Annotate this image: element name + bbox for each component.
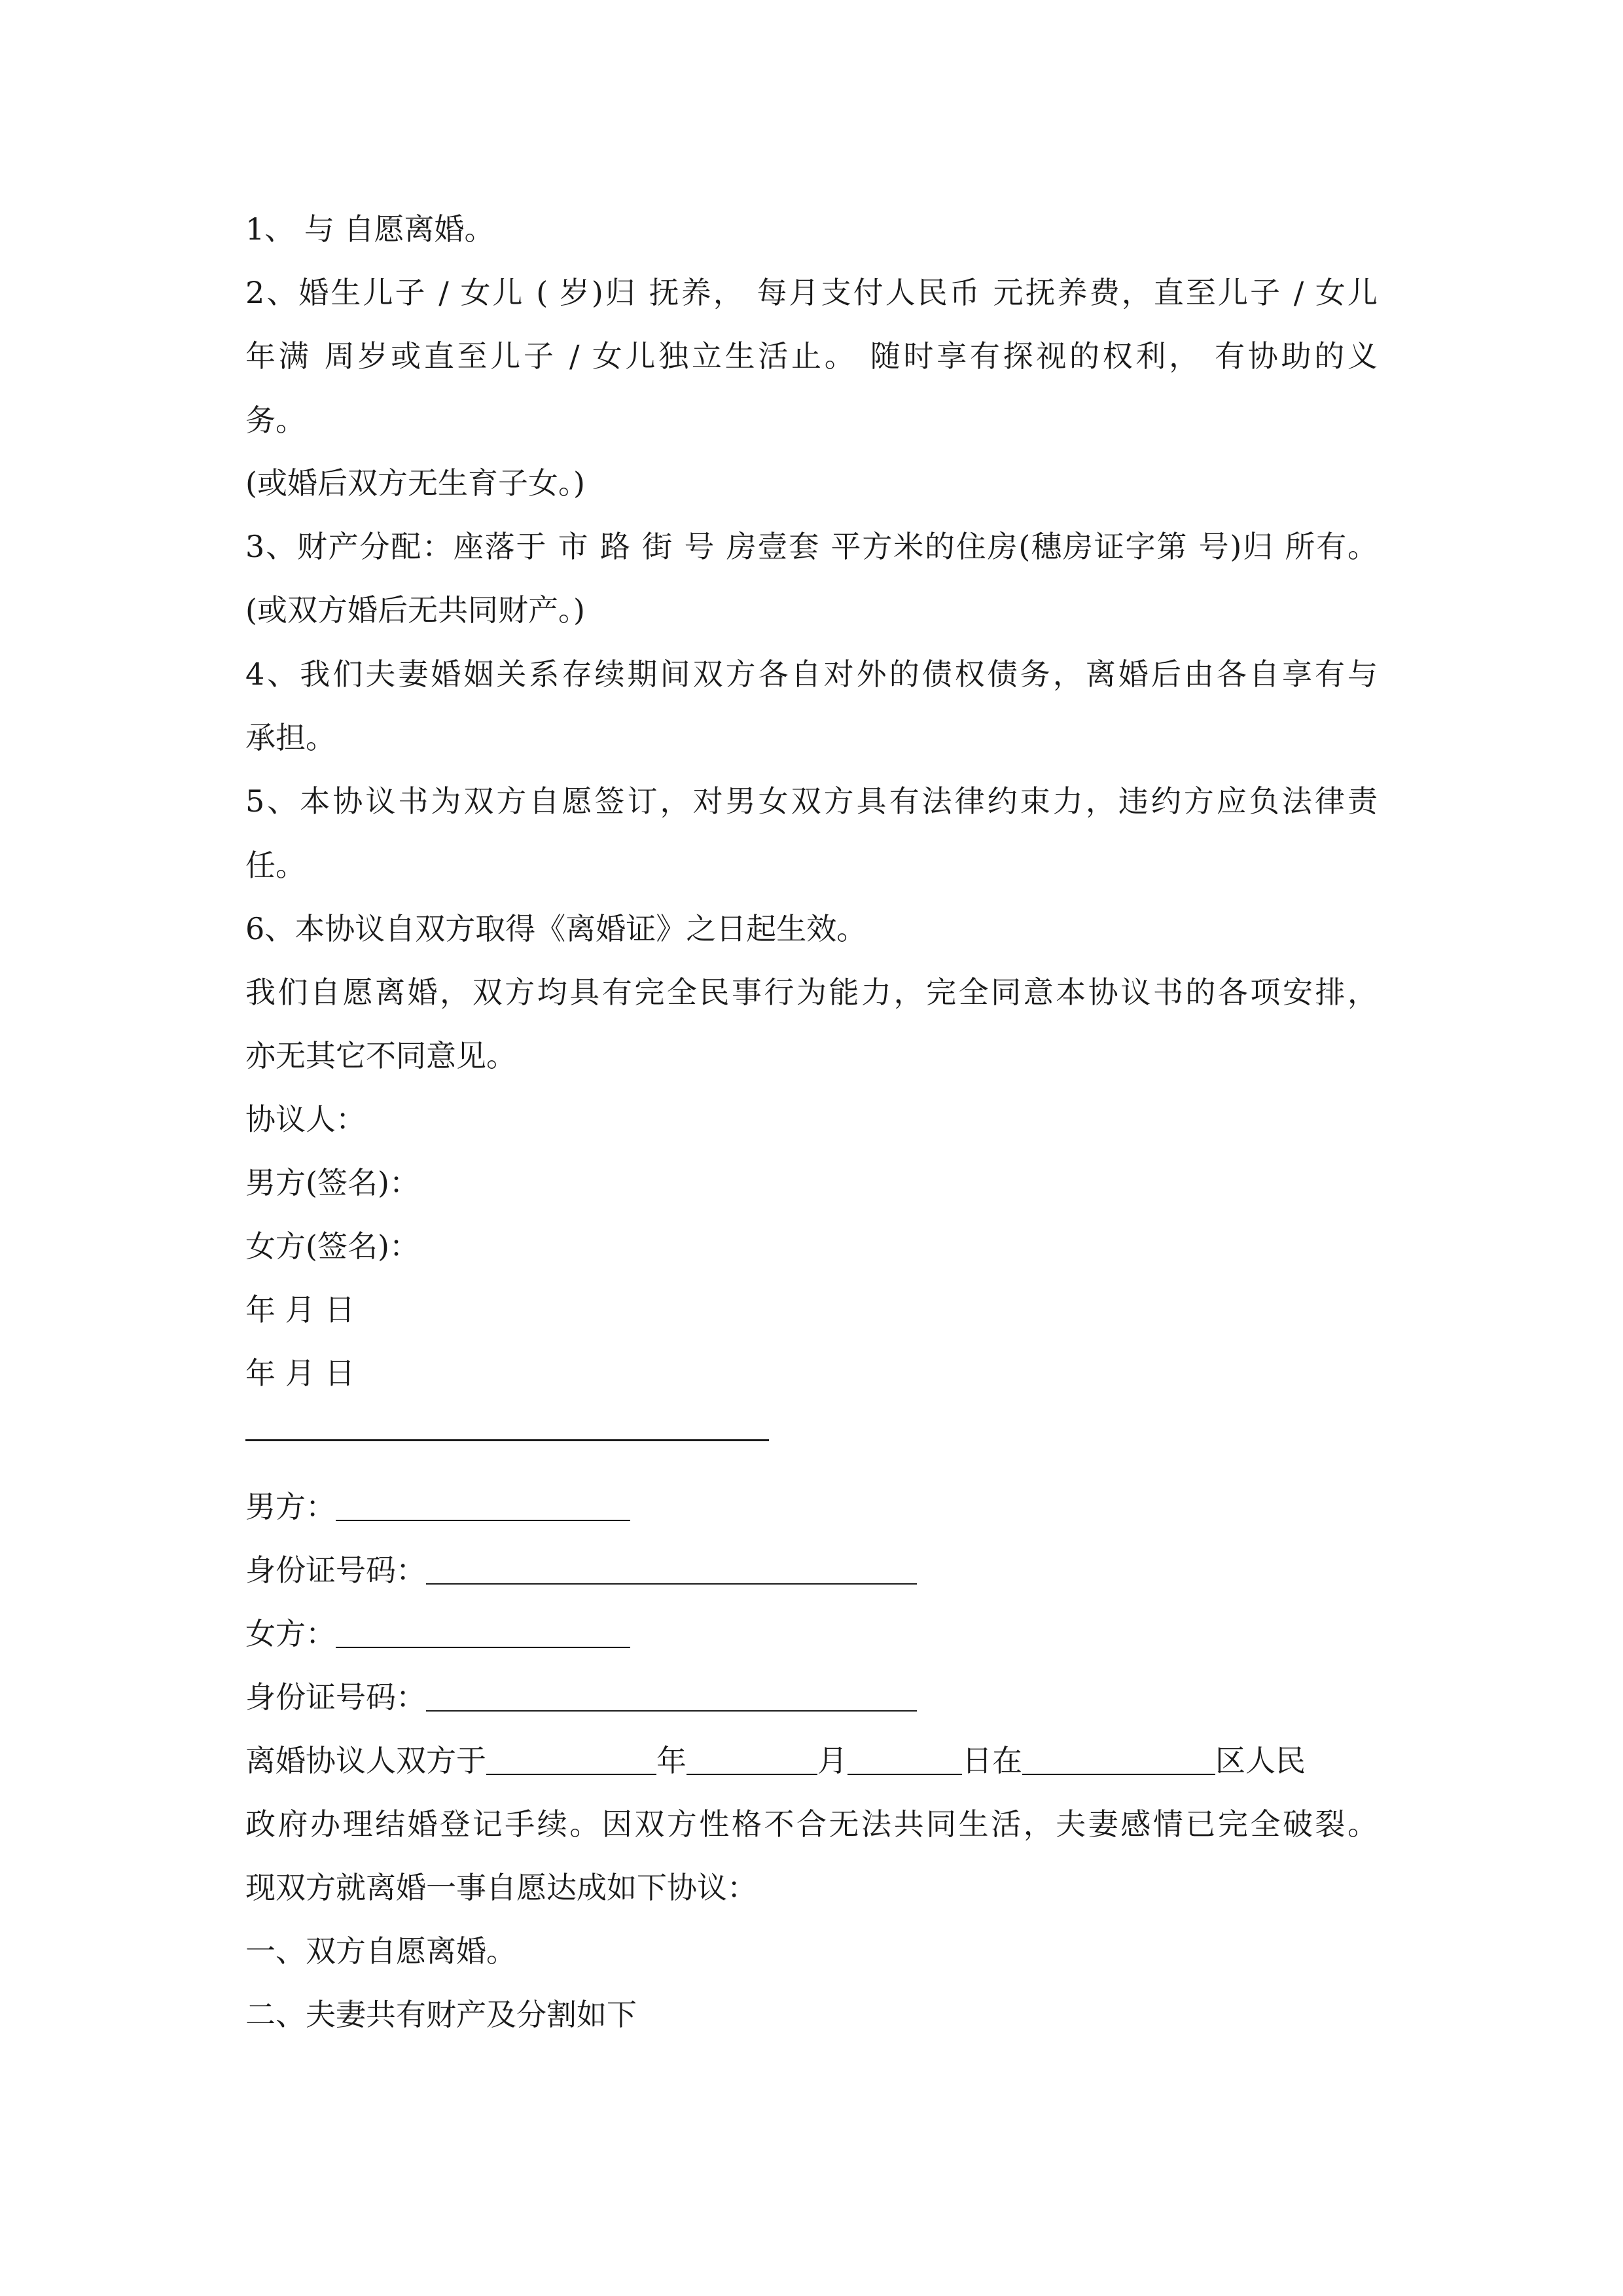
registration-continuation: 政府办理结婚登记手续。因双方性格不合无法共同生活，夫妻感情已完全破裂。 bbox=[245, 1806, 1378, 1842]
clause-2-line-3: 务。 bbox=[245, 403, 306, 438]
male-signature: 男方(签名)： bbox=[245, 1165, 419, 1200]
male-field-label: 男方： bbox=[245, 1489, 336, 1524]
clause-5-line-2: 任。 bbox=[245, 848, 306, 883]
registration-suffix: 区人民 bbox=[1215, 1743, 1306, 1778]
clause-5-line-1: 5、本协议书为双方自愿签订，对男女双方具有法律约束力，违约方应负法律责 bbox=[245, 783, 1378, 819]
clause-2-line-1: 2、婚生儿子 / 女儿 ( 岁)归 抚养， 每月支付人民币 元抚养费，直至儿子 / 女儿 bbox=[245, 275, 1378, 310]
female-id-field-label: 身份证号码： bbox=[245, 1679, 426, 1715]
clause-2-alt: (或婚后双方无生育子女。) bbox=[245, 465, 585, 501]
clause-6: 6、本协议自双方取得《离婚证》之日起生效。 bbox=[245, 911, 867, 946]
registration-line bbox=[245, 1741, 1306, 1780]
registration-month-label: 月 bbox=[817, 1743, 847, 1778]
male-id-field-label: 身份证号码： bbox=[245, 1552, 426, 1588]
clause-3-alt: (或双方婚后无共同财产。) bbox=[245, 592, 585, 628]
female-id-blank[interactable] bbox=[426, 1684, 917, 1712]
female-name-blank[interactable] bbox=[336, 1621, 630, 1648]
article-two: 二、夫妻共有财产及分割如下 bbox=[245, 1997, 637, 2032]
registration-prefix: 离婚协议人双方于 bbox=[245, 1743, 486, 1778]
female-field-label: 女方： bbox=[245, 1616, 336, 1651]
female-field bbox=[245, 1614, 630, 1653]
registration-month-blank[interactable] bbox=[687, 1748, 817, 1775]
clause-1: 1、 与 自愿离婚。 bbox=[245, 211, 495, 247]
registration-year-label: 年 bbox=[656, 1743, 687, 1778]
female-id-field bbox=[245, 1677, 917, 1717]
male-name-blank[interactable] bbox=[336, 1494, 630, 1521]
male-id-blank[interactable] bbox=[426, 1557, 917, 1585]
female-signature: 女方(签名)： bbox=[245, 1229, 419, 1264]
male-field bbox=[245, 1487, 630, 1526]
male-id-field bbox=[245, 1551, 917, 1590]
registration-day-blank[interactable] bbox=[847, 1748, 962, 1775]
clause-2-line-2: 年满 周岁或直至儿子 / 女儿独立生活止。 随时享有探视的权利， 有协助的义 bbox=[245, 338, 1378, 374]
registration-year-blank[interactable] bbox=[486, 1748, 656, 1775]
clause-4-line-2: 承担。 bbox=[245, 720, 336, 755]
separator-line bbox=[245, 1439, 769, 1441]
agreement-intro: 现双方就离婚一事自愿达成如下协议： bbox=[245, 1870, 757, 1905]
date-line-1: 年 月 日 bbox=[245, 1292, 355, 1327]
statement-line-1: 我们自愿离婚，双方均具有完全民事行为能力，完全同意本协议书的各项安排， bbox=[245, 975, 1378, 1010]
clause-3: 3、财产分配：座落于 市 路 街 号 房壹套 平方米的住房(穗房证字第 号)归 所有。 bbox=[245, 529, 1378, 564]
registration-day-label: 日在 bbox=[962, 1743, 1022, 1778]
article-one: 一、双方自愿离婚。 bbox=[245, 1933, 516, 1969]
parties-heading: 协议人： bbox=[245, 1102, 366, 1137]
clause-4-line-1: 4、我们夫妻婚姻关系存续期间双方各自对外的债权债务，离婚后由各自享有与 bbox=[245, 656, 1378, 692]
date-line-2: 年 月 日 bbox=[245, 1355, 355, 1391]
registration-district-blank[interactable] bbox=[1022, 1748, 1215, 1775]
statement-line-2: 亦无其它不同意见。 bbox=[245, 1038, 516, 1073]
